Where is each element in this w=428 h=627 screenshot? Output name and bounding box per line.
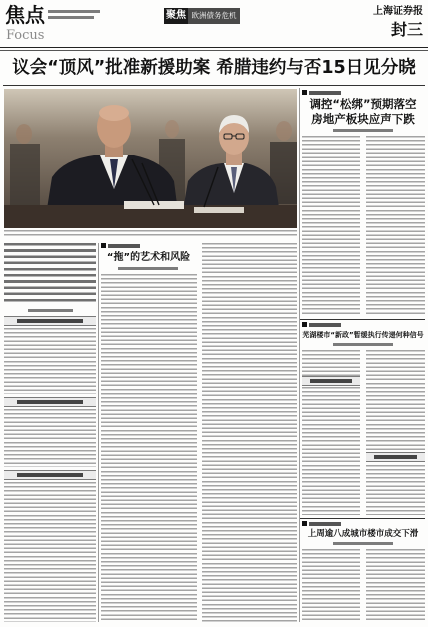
wuhu-headline: 芜湖楼市“新政”暂缓执行传递何种信号	[302, 331, 424, 339]
section-title-english: Focus	[6, 28, 45, 43]
headline-rule	[3, 85, 425, 86]
wuhu-body	[366, 350, 425, 515]
page-label: 封三	[390, 20, 423, 39]
topic-banner: 欧洲债务危机	[188, 8, 240, 24]
weekly-body	[366, 549, 425, 622]
photo-desk	[4, 201, 297, 228]
editor-info-line	[48, 16, 94, 19]
issue-info-line	[48, 10, 100, 13]
commentary-section-label	[101, 243, 151, 249]
lead-headline: 议会“顶风”批准新援助案 希腊违约与否15日见分晓	[12, 58, 416, 78]
commentary-body	[202, 243, 297, 622]
lead-story-subhead	[4, 397, 96, 407]
photo-caption	[4, 230, 297, 238]
lead-story-subhead	[4, 316, 96, 326]
story-rule	[300, 319, 425, 320]
property-body	[302, 136, 360, 316]
lead-story-intro	[4, 243, 96, 305]
lead-story-subhead	[4, 470, 96, 480]
commentary-byline	[118, 267, 178, 270]
column-rule	[299, 88, 300, 622]
wuhu-byline	[333, 343, 393, 346]
commentary-headline: “拖”的艺术和风险	[106, 252, 191, 263]
lead-story-body	[4, 328, 96, 394]
property-body	[366, 136, 425, 316]
property-section-label	[302, 90, 352, 96]
weekly-headline: 上周逾八成城市楼市成交下滑	[307, 529, 419, 539]
weekly-byline	[333, 542, 393, 545]
commentary-body	[101, 274, 197, 622]
weekly-body	[302, 549, 360, 622]
column-rule	[98, 243, 99, 622]
header-rule	[0, 47, 428, 48]
story-rule	[300, 518, 425, 519]
lead-story-byline	[28, 309, 73, 312]
wuhu-body	[302, 350, 360, 515]
property-byline	[333, 129, 393, 132]
wuhu-subhead	[302, 376, 360, 386]
wuhu-section-label	[302, 322, 352, 328]
lead-story-body	[4, 409, 96, 467]
property-headline-line1: 调控“松绑”预期落空	[309, 97, 417, 111]
section-title: 焦点	[5, 3, 45, 27]
news-photo	[4, 89, 297, 228]
lead-story-body	[4, 482, 96, 622]
topic-tag: 聚焦	[164, 8, 188, 24]
weekly-section-label	[302, 521, 352, 527]
wuhu-subhead	[366, 452, 425, 462]
property-headline-line2: 房地产板块应声下跌	[311, 112, 415, 126]
newspaper-logo: 上海证券报	[373, 6, 423, 17]
header-rule-thin	[0, 50, 428, 51]
